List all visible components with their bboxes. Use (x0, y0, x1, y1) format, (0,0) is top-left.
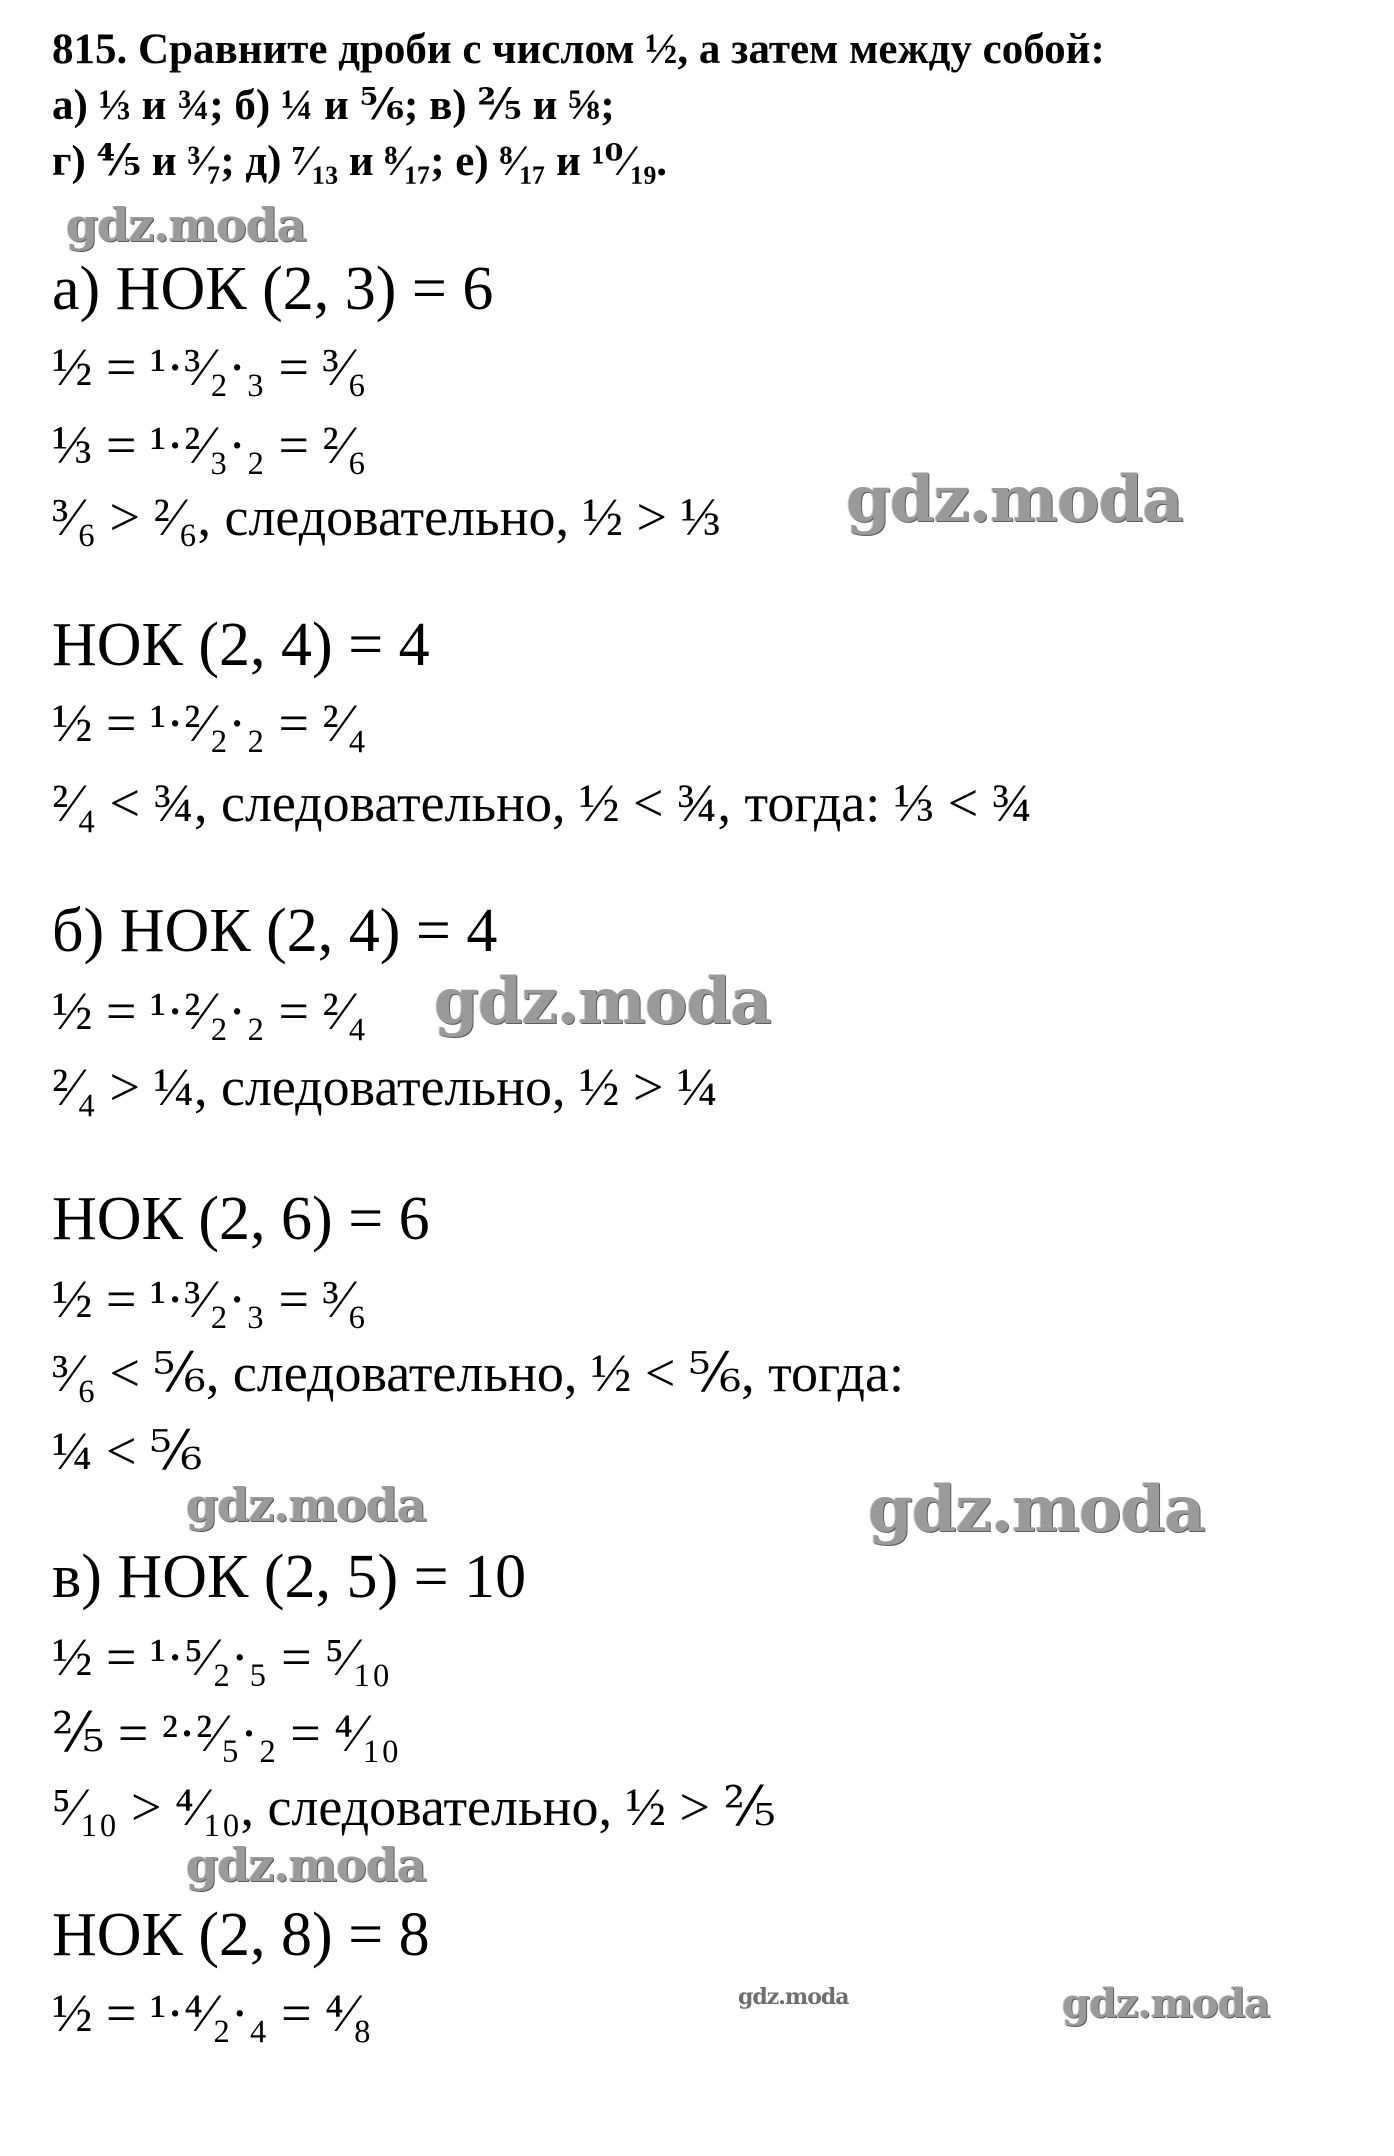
solution-line: ½ = ¹·²⁄₂·₂ = ²⁄₄ (52, 693, 367, 753)
solution-line: ½ = ¹·³⁄₂·₃ = ³⁄₆ (52, 1269, 367, 1329)
task-statement-line-3: г) ⅘ и ³⁄₇; д) ⁷⁄₁₃ и ⁸⁄₁₇; е) ⁸⁄₁₇ и ¹⁰⁄₁₉. (52, 138, 668, 185)
watermark-logo: gdz.moda (186, 1478, 426, 1532)
watermark-logo: gdz.moda (1062, 1980, 1270, 2027)
watermark-logo: gdz.moda (66, 198, 306, 252)
task-statement-line-1: 815. Сравните дроби с числом ½, а затем между собой: (52, 26, 1105, 73)
watermark-logo: gdz.moda (434, 964, 771, 1039)
solution-line: ²⁄₄ < ¾, следовательно, ½ < ¾, тогда: ⅓ < ¾ (52, 773, 1033, 833)
solution-line: ¼ < ⅚ (52, 1421, 203, 1481)
solution-line: ⁵⁄₁₀ > ⁴⁄₁₀, следовательно, ½ > ⅖ (52, 1777, 776, 1837)
watermark-logo: gdz.moda (738, 1984, 849, 2010)
watermark-logo: gdz.moda (868, 1472, 1205, 1547)
solution-line: ½ = ¹·³⁄₂·₃ = ³⁄₆ (52, 337, 367, 397)
solution-line: ⅖ = ²·²⁄₅·₂ = ⁴⁄₁₀ (52, 1703, 400, 1763)
solution-line-lcm: НОК (2, 8) = 8 (52, 1901, 430, 1969)
solution-line: ³⁄₆ > ²⁄₆, следовательно, ½ > ⅓ (52, 487, 722, 547)
solution-line: ½ = ¹·⁵⁄₂·₅ = ⁵⁄₁₀ (52, 1627, 391, 1687)
solution-line-lcm: НОК (2, 6) = 6 (52, 1185, 430, 1253)
solution-line: ½ = ¹·²⁄₂·₂ = ²⁄₄ (52, 981, 367, 1041)
solution-line-b-lcm: б) НОК (2, 4) = 4 (52, 897, 498, 965)
solution-line: ½ = ¹·⁴⁄₂·₄ = ⁴⁄₈ (52, 1983, 372, 2043)
solution-line: ⅓ = ¹·²⁄₃·₂ = ²⁄₆ (52, 415, 367, 475)
solution-line: ³⁄₆ < ⅚, следовательно, ½ < ⅚, тогда: (52, 1343, 904, 1403)
solution-line-lcm: НОК (2, 4) = 4 (52, 611, 430, 679)
task-statement-line-2: а) ⅓ и ¾; б) ¼ и ⅚; в) ⅖ и ⅝; (52, 82, 615, 129)
solution-line-a-lcm: а) НОК (2, 3) = 6 (52, 255, 494, 323)
solution-line-v-lcm: в) НОК (2, 5) = 10 (52, 1543, 527, 1611)
solution-line: ²⁄₄ > ¼, следовательно, ½ > ¼ (52, 1057, 718, 1117)
watermark-logo: gdz.moda (846, 462, 1183, 537)
watermark-logo: gdz.moda (186, 1838, 426, 1892)
